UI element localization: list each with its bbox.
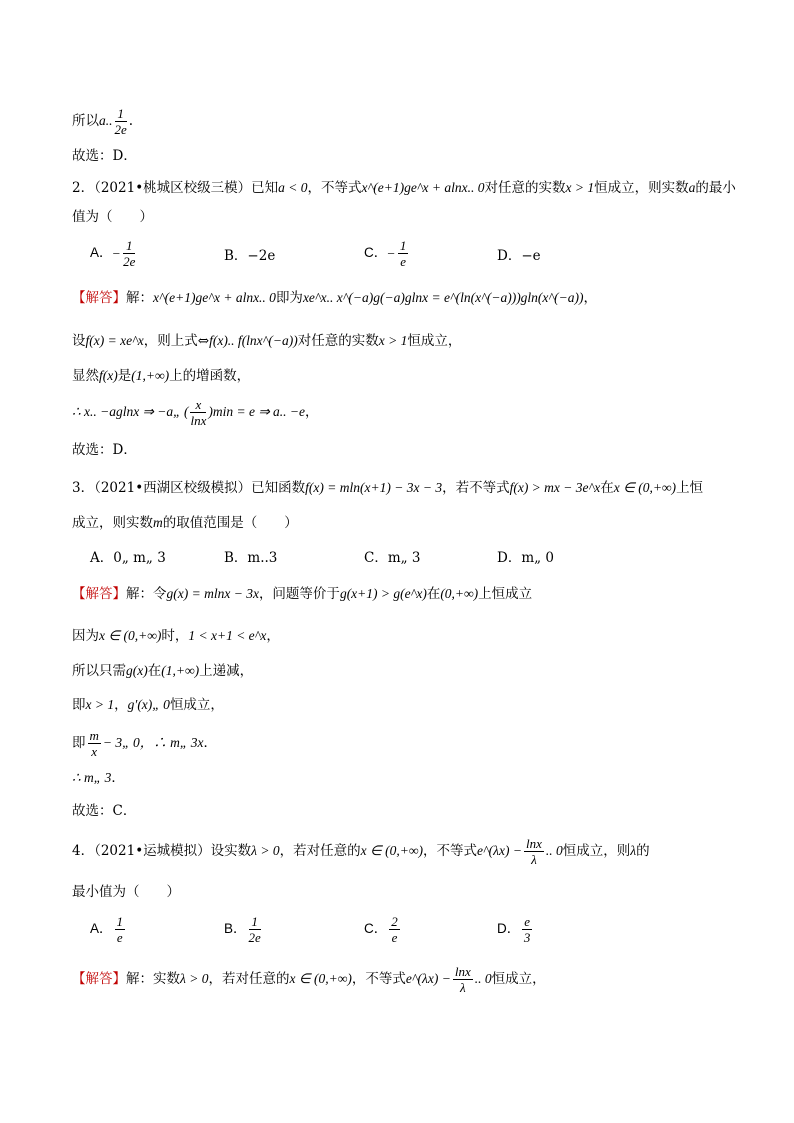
fraction: $\frac{1}{2e}$ <box>114 106 127 137</box>
answer-line: 故选：D． <box>72 148 137 164</box>
solution-2-answer: 故选：D． <box>72 442 137 458</box>
question-3-line-1: 3．（2021•西湖区校级模拟）已知函数f(x) = mln(x+1) − 3x − 3，若不等式f(x) > mx − 3e^x在x ∈ (0,+∞)上恒 <box>72 480 704 496</box>
solution-2-line-1: 【解答】解：x^(e+1)ge^x + alnx.. 0即为xe^x.. x^(−a)g(−a)glnx = e^(ln(x^(−a)))gln(x^(−a))， <box>72 290 597 306</box>
solution-4-line-1: 【解答】解：实数λ > 0，若对任意的x ∈ (0,+∞)，不等式e^(λx) − $\frac{\ln x}{\lambda}$ .. 0恒成立， <box>72 964 546 995</box>
q3-option-b: B．m..3 <box>224 550 278 566</box>
q3-option-a: A．0„ m„ 3 <box>90 550 166 566</box>
solution-3-line-4: 即x > 1，g′(x)„ 0恒成立， <box>72 697 224 713</box>
solution-3-answer: 故选：C． <box>72 803 137 819</box>
solution-3-line-5: 即 $\frac{m}{x}$ − 3„ 0，∴ m„ 3x． <box>72 728 218 759</box>
question-4-line-2: 最小值为（ ） <box>72 884 180 900</box>
question-3-line-2: 成立，则实数m的取值范围是（ ） <box>72 515 298 531</box>
conclusion-line: 所以a.. $\frac{1}{2e}$ . <box>72 106 134 137</box>
solution-tag: 【解答】 <box>72 971 126 987</box>
q3-option-d: D．m„ 0 <box>497 550 554 566</box>
question-2-line-1: 2．（2021•桃城区校级三模）已知a < 0，不等式x^(e+1)ge^x + alnx.. 0对任意的实数x > 1恒成立，则实数a的最小 <box>72 180 736 196</box>
question-2-line-2: 值为（ ） <box>72 209 153 225</box>
q3-option-c: C．m„ 3 <box>364 550 421 566</box>
question-4-line-1: 4．（2021•运城模拟）设实数λ > 0，若对任意的x ∈ (0,+∞)，不等式e^(λx) − $\frac{\ln x}{\lambda}$ .. 0恒成立，则λ的 <box>72 836 650 867</box>
q4-option-a: A． $\frac{1}{e}$ <box>90 914 124 945</box>
q4-option-b: B． $\frac{1}{2e}$ <box>224 914 261 945</box>
q4-option-c: C． $\frac{2}{e}$ <box>364 914 398 945</box>
q2-option-a: A．− $\frac{1}{2e}$ <box>90 238 136 269</box>
solution-3-line-6: ∴ m„ 3． <box>72 770 125 786</box>
solution-2-line-3: 显然f(x)是(1,+∞)上的增函数， <box>72 368 251 384</box>
q4-option-d: D． $\frac{e}{3}$ <box>497 914 531 945</box>
text: 所以 <box>72 113 99 129</box>
math: a.. <box>99 113 113 128</box>
solution-2-line-2: 设f(x) = xe^x，则上式⇔f(x).. f(lnx^(−a))对任意的实数x > 1恒成立， <box>72 333 462 349</box>
solution-tag: 【解答】 <box>72 290 126 306</box>
solution-3-line-1: 【解答】解：令g(x) = mlnx − 3x，问题等价于g(x+1) > g(e^x)在(0,+∞)上恒成立 <box>72 586 533 602</box>
q2-option-d: D．−e <box>497 248 541 264</box>
solution-tag: 【解答】 <box>72 586 126 602</box>
solution-3-line-2: 因为x ∈ (0,+∞)时，1 < x+1 < e^x， <box>72 628 280 644</box>
solution-2-line-4: ∴ x.. −aglnx ⇒ −a„ ( $\frac{x}{\ln x}$ )min = e ⇒ a.. −e， <box>72 397 319 428</box>
q2-option-c: C．− $\frac{1}{e}$ <box>364 238 407 269</box>
solution-3-line-3: 所以只需g(x)在(1,+∞)上递减， <box>72 663 254 679</box>
q2-option-b: B．−2e <box>224 248 276 264</box>
